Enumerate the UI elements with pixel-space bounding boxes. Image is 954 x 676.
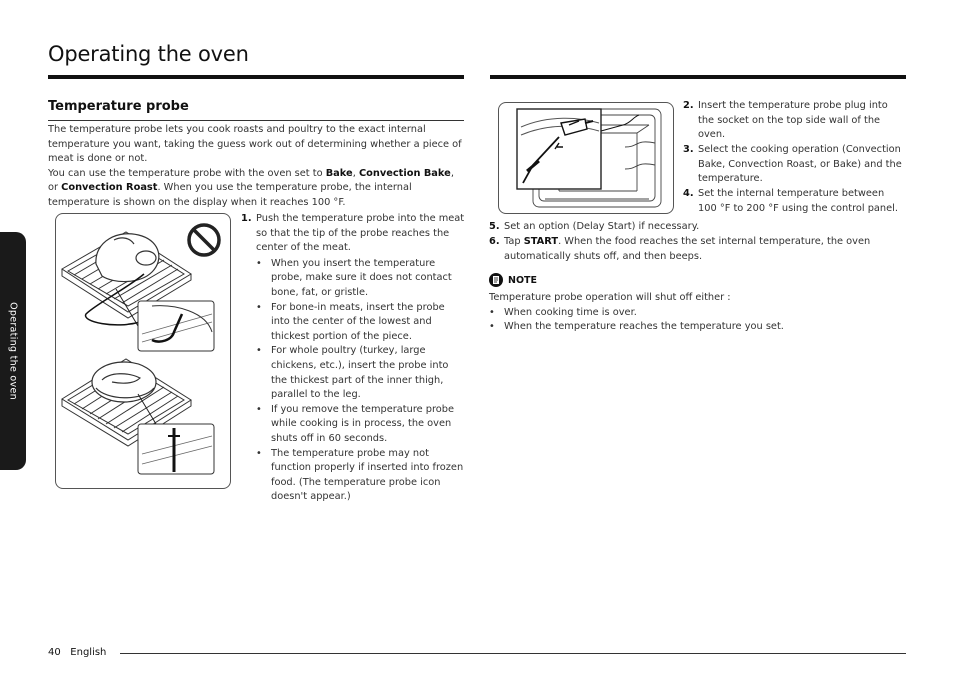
step-3-text: Select the cooking operation (Convection Bake, Convection Roast, or Bake) and the temperature.: [698, 144, 902, 185]
bullet-dot: •: [256, 345, 262, 357]
list-item: [256, 344, 466, 402]
chapter-side-tab: [0, 232, 26, 470]
bullet-text: When you insert the temperature probe, make sure it does not contact bone, fat, or gristle.: [271, 257, 452, 298]
intro-or: , or: [48, 167, 454, 194]
bullet-text: For whole poultry (turkey, large chickens, etc.), insert the probe into the thickest part of the inner thigh, parallel to the leg.: [271, 345, 449, 401]
list-item: [489, 306, 907, 321]
list-item: [256, 403, 466, 447]
step-5: [489, 220, 907, 235]
bullet-text: For bone-in meats, insert the probe into the center of the lowest and thickest portion of the piece.: [271, 301, 445, 342]
bullet-dot: •: [489, 321, 495, 333]
step-2-number: 2.: [683, 100, 694, 111]
title-rule-right: [490, 75, 906, 79]
mode-convection-roast: Convection Roast: [61, 182, 158, 194]
step-6-number: 6.: [489, 236, 500, 247]
oven-socket-illustration: [499, 103, 673, 213]
step-4: [683, 187, 905, 216]
intro-text-a: You can use the temperature probe with the oven set to: [48, 167, 326, 179]
section-rule: [48, 120, 464, 121]
prohibited-icon: [189, 225, 219, 255]
step-2-text: Insert the temperature probe plug into the socket on the top side wall of the oven.: [698, 100, 888, 141]
note-text: Temperature probe operation will shut off either :: [489, 292, 731, 303]
step-5-number: 5.: [489, 221, 500, 232]
step-1-number: 1.: [241, 213, 252, 224]
intro-sep: ,: [352, 167, 359, 179]
start-label: START: [523, 236, 559, 247]
page-number: 40: [48, 647, 61, 658]
step-1: [241, 212, 466, 505]
bullet-text: When cooking time is over.: [504, 306, 637, 318]
intro-paragraph-2: [48, 167, 466, 211]
page-footer: [48, 647, 106, 658]
intro-paragraph-1: The temperature probe lets you cook roasts and poultry to the exact internal temperature you want, taking the guess work out of determining whether a piece of meat is done or not.: [48, 124, 462, 165]
note-icon: [489, 273, 503, 287]
step-6-pre: Tap: [504, 236, 524, 247]
oven-socket-figure: [498, 102, 674, 214]
note-label: NOTE: [508, 274, 537, 286]
bullet-text: If you remove the temperature probe while cooking is in process, the oven shuts off in 60 seconds.: [271, 403, 455, 444]
bullet-text: When the temperature reaches the temperature you set.: [504, 321, 784, 333]
step-1-bullets: [241, 257, 466, 505]
page-language: English: [70, 647, 107, 658]
footer-rule: [120, 653, 906, 654]
mode-bake: Bake: [325, 167, 353, 179]
step-2: [683, 99, 905, 143]
step-4-text: Set the internal temperature between 100 °F to 200 °F using the control panel.: [698, 188, 899, 214]
step-4-number: 4.: [683, 188, 694, 199]
step-1-text: Push the temperature probe into the meat so that the tip of the probe reaches the center of the meat.: [256, 213, 465, 254]
list-item: [489, 320, 907, 335]
step-3: [683, 143, 905, 187]
step-5-text: Set an option (Delay Start) if necessary.: [504, 221, 700, 232]
page-title: Operating the oven: [48, 42, 249, 66]
step-6-post: . When the food reaches the set internal temperature, the oven automatically shuts off, and then beeps.: [504, 236, 871, 262]
mode-convection-bake: Convection Bake: [358, 167, 451, 179]
list-item: [256, 447, 466, 505]
list-item: [256, 257, 466, 301]
bullet-dot: •: [489, 306, 495, 318]
intro-text-b: . When you use the temperature probe, the internal temperature is shown on the display when it reaches 100 °F.: [48, 182, 412, 208]
bullet-dot: •: [256, 301, 262, 313]
probe-insertion-figure: [55, 213, 231, 489]
side-tab-label: Operating the oven: [7, 302, 19, 400]
bullet-dot: •: [256, 257, 262, 269]
section-intro: [48, 123, 466, 211]
bullet-dot: •: [256, 447, 262, 459]
step-6: [489, 235, 907, 264]
list-item: [256, 301, 466, 345]
section-heading: Temperature probe: [48, 99, 189, 114]
step-3-number: 3.: [683, 144, 694, 155]
bullet-dot: •: [256, 403, 262, 415]
bullet-text: The temperature probe may not function properly if inserted into frozen food. (The temperature probe icon doesn't appear.): [271, 447, 464, 503]
probe-insertion-illustration: [56, 214, 230, 488]
step-6-text: [489, 235, 907, 264]
note-body: [489, 291, 907, 335]
title-rule-left: [48, 75, 464, 79]
note-header: [489, 272, 537, 288]
